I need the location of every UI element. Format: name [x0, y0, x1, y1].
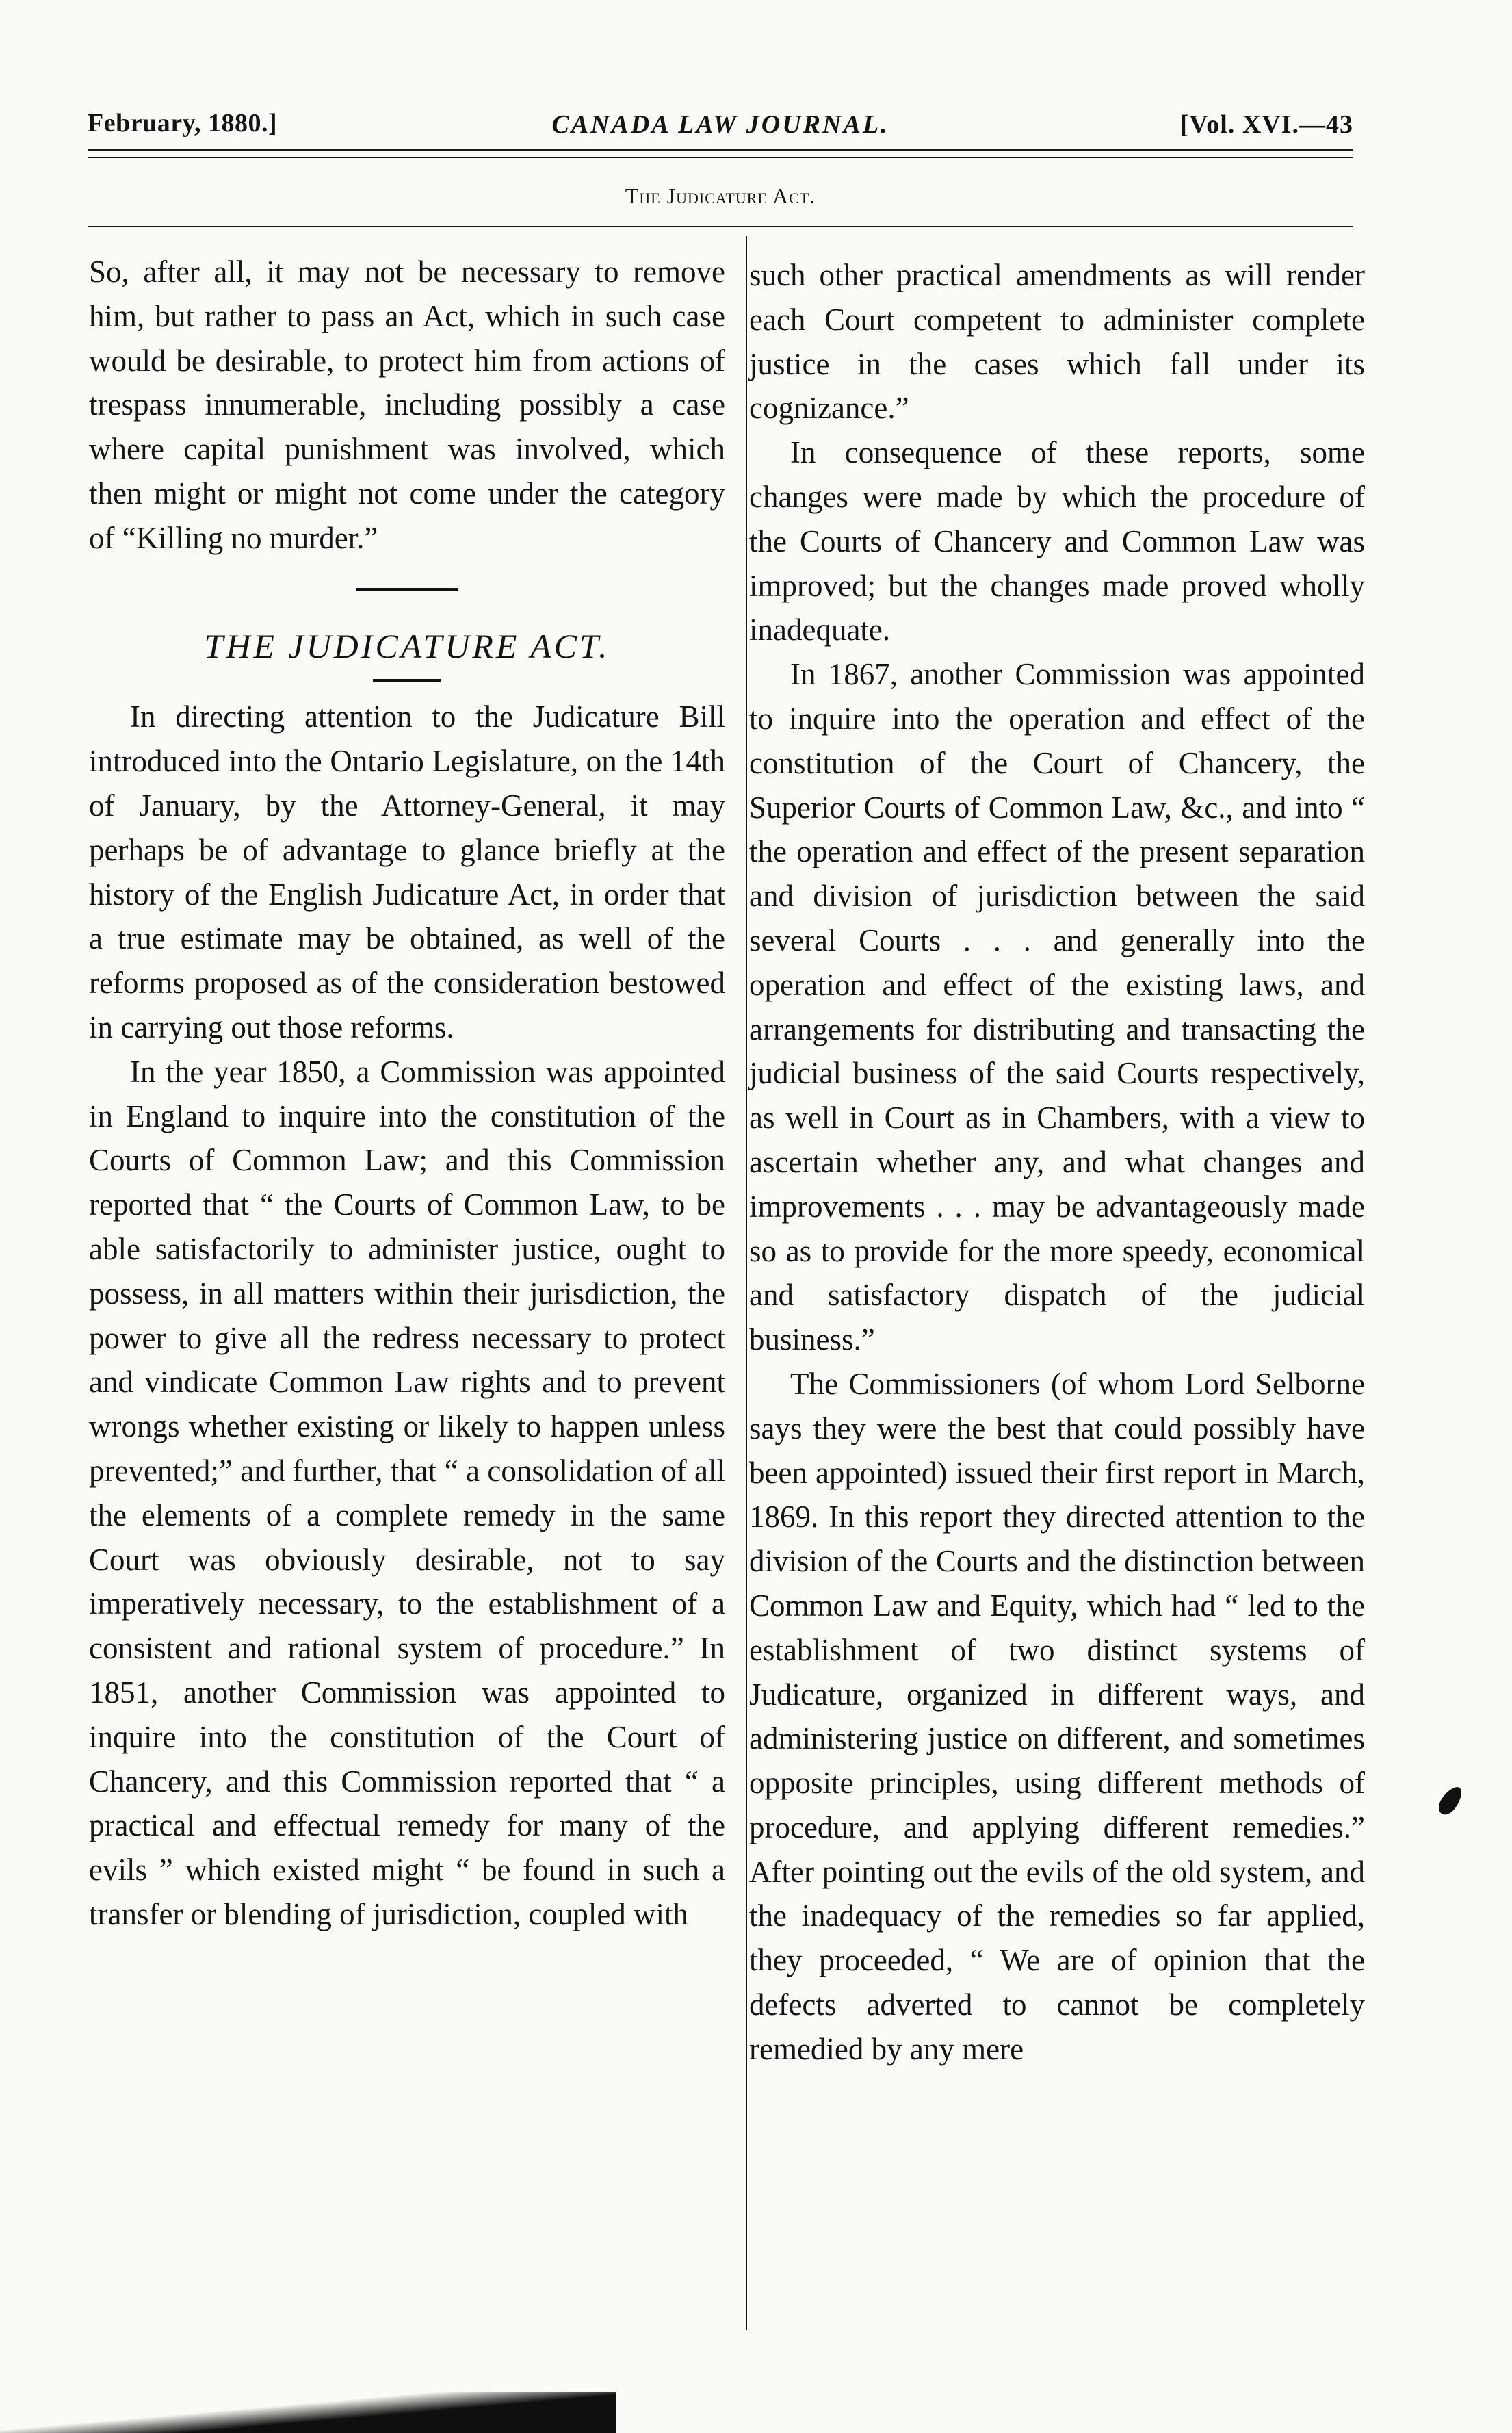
column-divider: [746, 236, 747, 2330]
paragraph-1: In directing attention to the Judicature Bill introduced into the Ontario Legislature, on the 14th of January, by the Attorney-General, it may perhaps be of advantage to glance briefly at the history of the English Judicature Act, in order that a true estimate may be obtained, as well of the reforms proposed as of the consideration bestowed in carrying out those reforms.: [89, 699, 725, 1044]
paragraph-continued: such other practical amendments as will render each Court competent to administer complete justice in the cases which fall under its cognizance.”: [749, 258, 1365, 426]
header-rule-thin: [88, 157, 1353, 158]
section-title: THE JUDICATURE ACT.: [204, 626, 610, 665]
volume-page: [Vol. XVI.—43: [1179, 110, 1353, 139]
header-rule-thick: [88, 149, 1353, 151]
ink-blot: [1435, 1783, 1466, 1818]
right-column: [749, 253, 1365, 2072]
paragraph-4: In 1867, another Commission was appointed to inquire into the operation and effect of the constitution of the Court of Chancery, the Superior Courts of Common Law, &c., and into “ the operation and effect of the present separation and division of jurisdiction between the said several Courts . . . and generally into the operation and effect of the existing laws, and arrangements for distributing and transacting the judicial business of the said Courts respectively, as well in Court as in Chambers, with a view to ascertain whether any, and what changes and improvements . . . may be advantageously made so as to provide for the more speedy, economical and satisfactory dispatch of the judicial business.”: [749, 657, 1365, 1357]
journal-title: CANADA LAW JOURNAL.: [551, 110, 889, 139]
paragraph-2: In the year 1850, a Commission was appointed in England to inquire into the constitution of the Courts of Common Law; and this Commission reported that “ the Courts of Common Law, to be able satisfactorily to administer justice, ought to possess, in all matters within their jurisdiction, the power to give all the redress necessary to protect and vindicate Common Law rights and to prevent wrongs whether existing or likely to happen unless prevented;” and further, that “ a consolidation of all the elements of a complete remedy in the same Court was obviously desirable, not to say imperatively necessary, to the establishment of a consistent and rational system of procedure.” In 1851, another Commission was appointed to inquire into the constitution of the Court of Chancery, and this Commission reported that “ a practical and effectual remedy for many of the evils ” which existed might “ be found in such a transfer or blending of jurisdiction, coupled with: [89, 1054, 725, 1931]
running-title-rule: [88, 226, 1353, 227]
paragraph-5: The Commissioners (of whom Lord Selborne says they were the best that could possibly have been appointed) issued their first report in March, 1869. In this report they directed attention to the division of the Courts and the distinction between Common Law and Equity, which had “ led to the establishment of two distinct systems of Judicature, organized in different ways, and administering justice on different, and sometimes opposite principles, using different methods of procedure, and applying different remedies.” After pointing out the evils of the old system, and the inadequacy of the remedies so far applied, they proceeded, “ We are of opinion that the defects adverted to cannot be completely remedied by any mere: [749, 1366, 1365, 2066]
header-date: February, 1880.]: [88, 109, 278, 138]
paragraph-intro: So, after all, it may not be necessary to remove him, but rather to pass an Act, which in such case would be desirable, to protect him from actions of trespass innumerable, including possibly a case where capital punishment was involved, which then might or might not come under the category of “Killing no murder.”: [89, 255, 725, 555]
running-title: The Judicature Act.: [625, 183, 816, 208]
paragraph-3: In consequence of these reports, some changes were made by which the procedure of the Courts of Chancery and Common Law was improved; but the changes made proved wholly inadequate.: [749, 435, 1365, 647]
page-header: [88, 103, 1353, 151]
left-column: [89, 250, 725, 1937]
title-underline: [373, 679, 441, 682]
page-edge-shadow: [0, 2392, 616, 2433]
section-divider: [356, 588, 458, 591]
